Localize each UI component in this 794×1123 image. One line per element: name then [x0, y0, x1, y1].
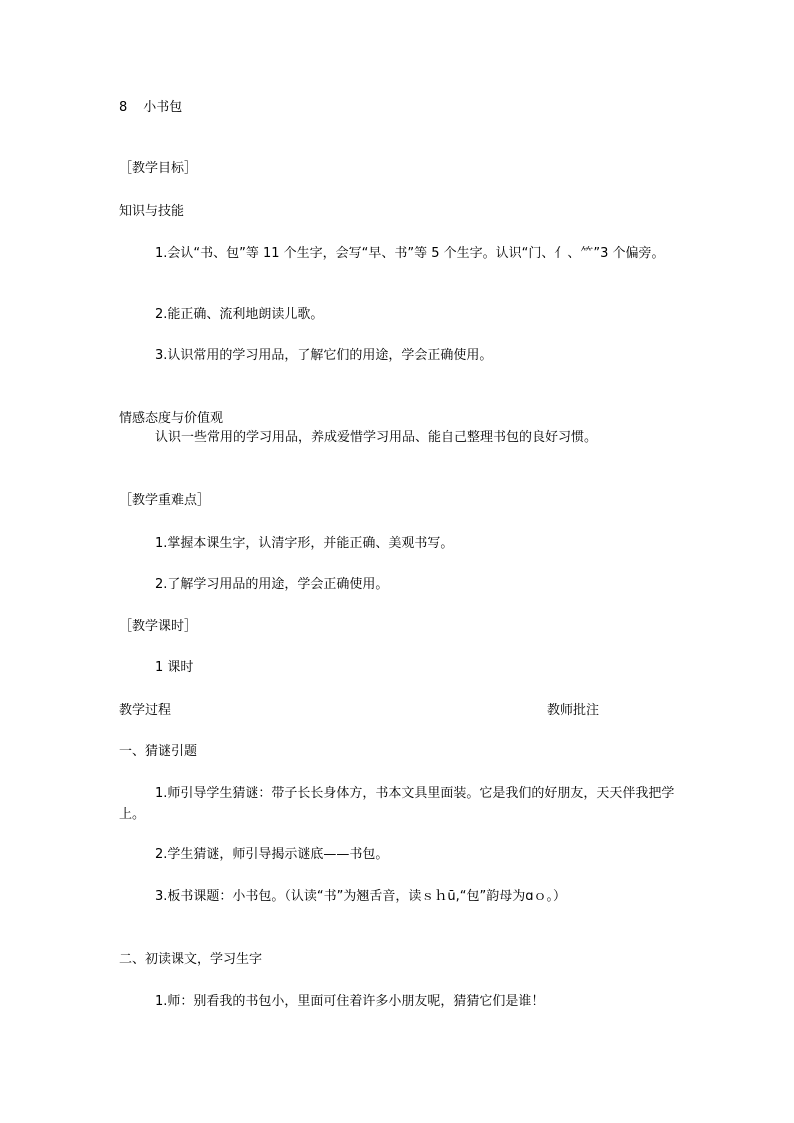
lesson-title — [119, 99, 182, 117]
teacher-notes-heading: 教师批注 — [547, 703, 600, 718]
lesson-number: 8 — [119, 100, 128, 115]
part2-item-1: 1.师：别看我的书包小，里面可住着许多小朋友呢，猜猜它们是谁！ — [155, 994, 545, 1009]
process-heading: 教学过程 — [119, 703, 172, 718]
part1-item-2: 2.学生猜谜，师引导揭示谜底——书包。 — [155, 847, 389, 862]
emotion-heading: 情感态度与价值观 — [119, 411, 224, 426]
key-heading: ［教学重难点］ — [119, 493, 211, 508]
goals-heading: ［教学目标］ — [119, 161, 198, 176]
goal-3: 3.认识常用的学习用品，了解它们的用途，学会正确使用。 — [155, 348, 493, 363]
knowledge-heading: 知识与技能 — [119, 204, 185, 219]
key-2: 2.了解学习用品的用途，学会正确使用。 — [155, 577, 389, 592]
key-1: 1.掌握本课生字，认清字形，并能正确、美观书写。 — [155, 536, 454, 551]
goal-1: 1.会认“书、包”等 11 个生字，会写“早、书”等 5 个生字。认识“门、亻、⺮”3 个偏旁。 — [155, 246, 665, 261]
lesson-name: 小书包 — [143, 100, 183, 115]
emotion-text: 认识一些常用的学习用品，养成爱惜学习用品、能自己整理书包的良好习惯。 — [155, 430, 598, 445]
part2-heading: 二、初读课文，学习生字 — [119, 952, 263, 967]
part1-item-3: 3.板书课题：小书包。（认读“书”为翘舌音，读ｓｈū,“包”韵母为ɑｏ。） — [155, 889, 566, 904]
part1-item-1: 1.师引导学生猜谜：带子长长身体方，书本文具里面装。它是我们的好朋友，天天伴我把学上。 — [119, 786, 675, 822]
part1-heading: 一、猜谜引题 — [119, 744, 198, 759]
hours-text: 1 课时 — [155, 660, 194, 675]
goal-2: 2.能正确、流利地朗读儿歌。 — [155, 307, 324, 322]
hours-heading: ［教学课时］ — [119, 619, 198, 634]
